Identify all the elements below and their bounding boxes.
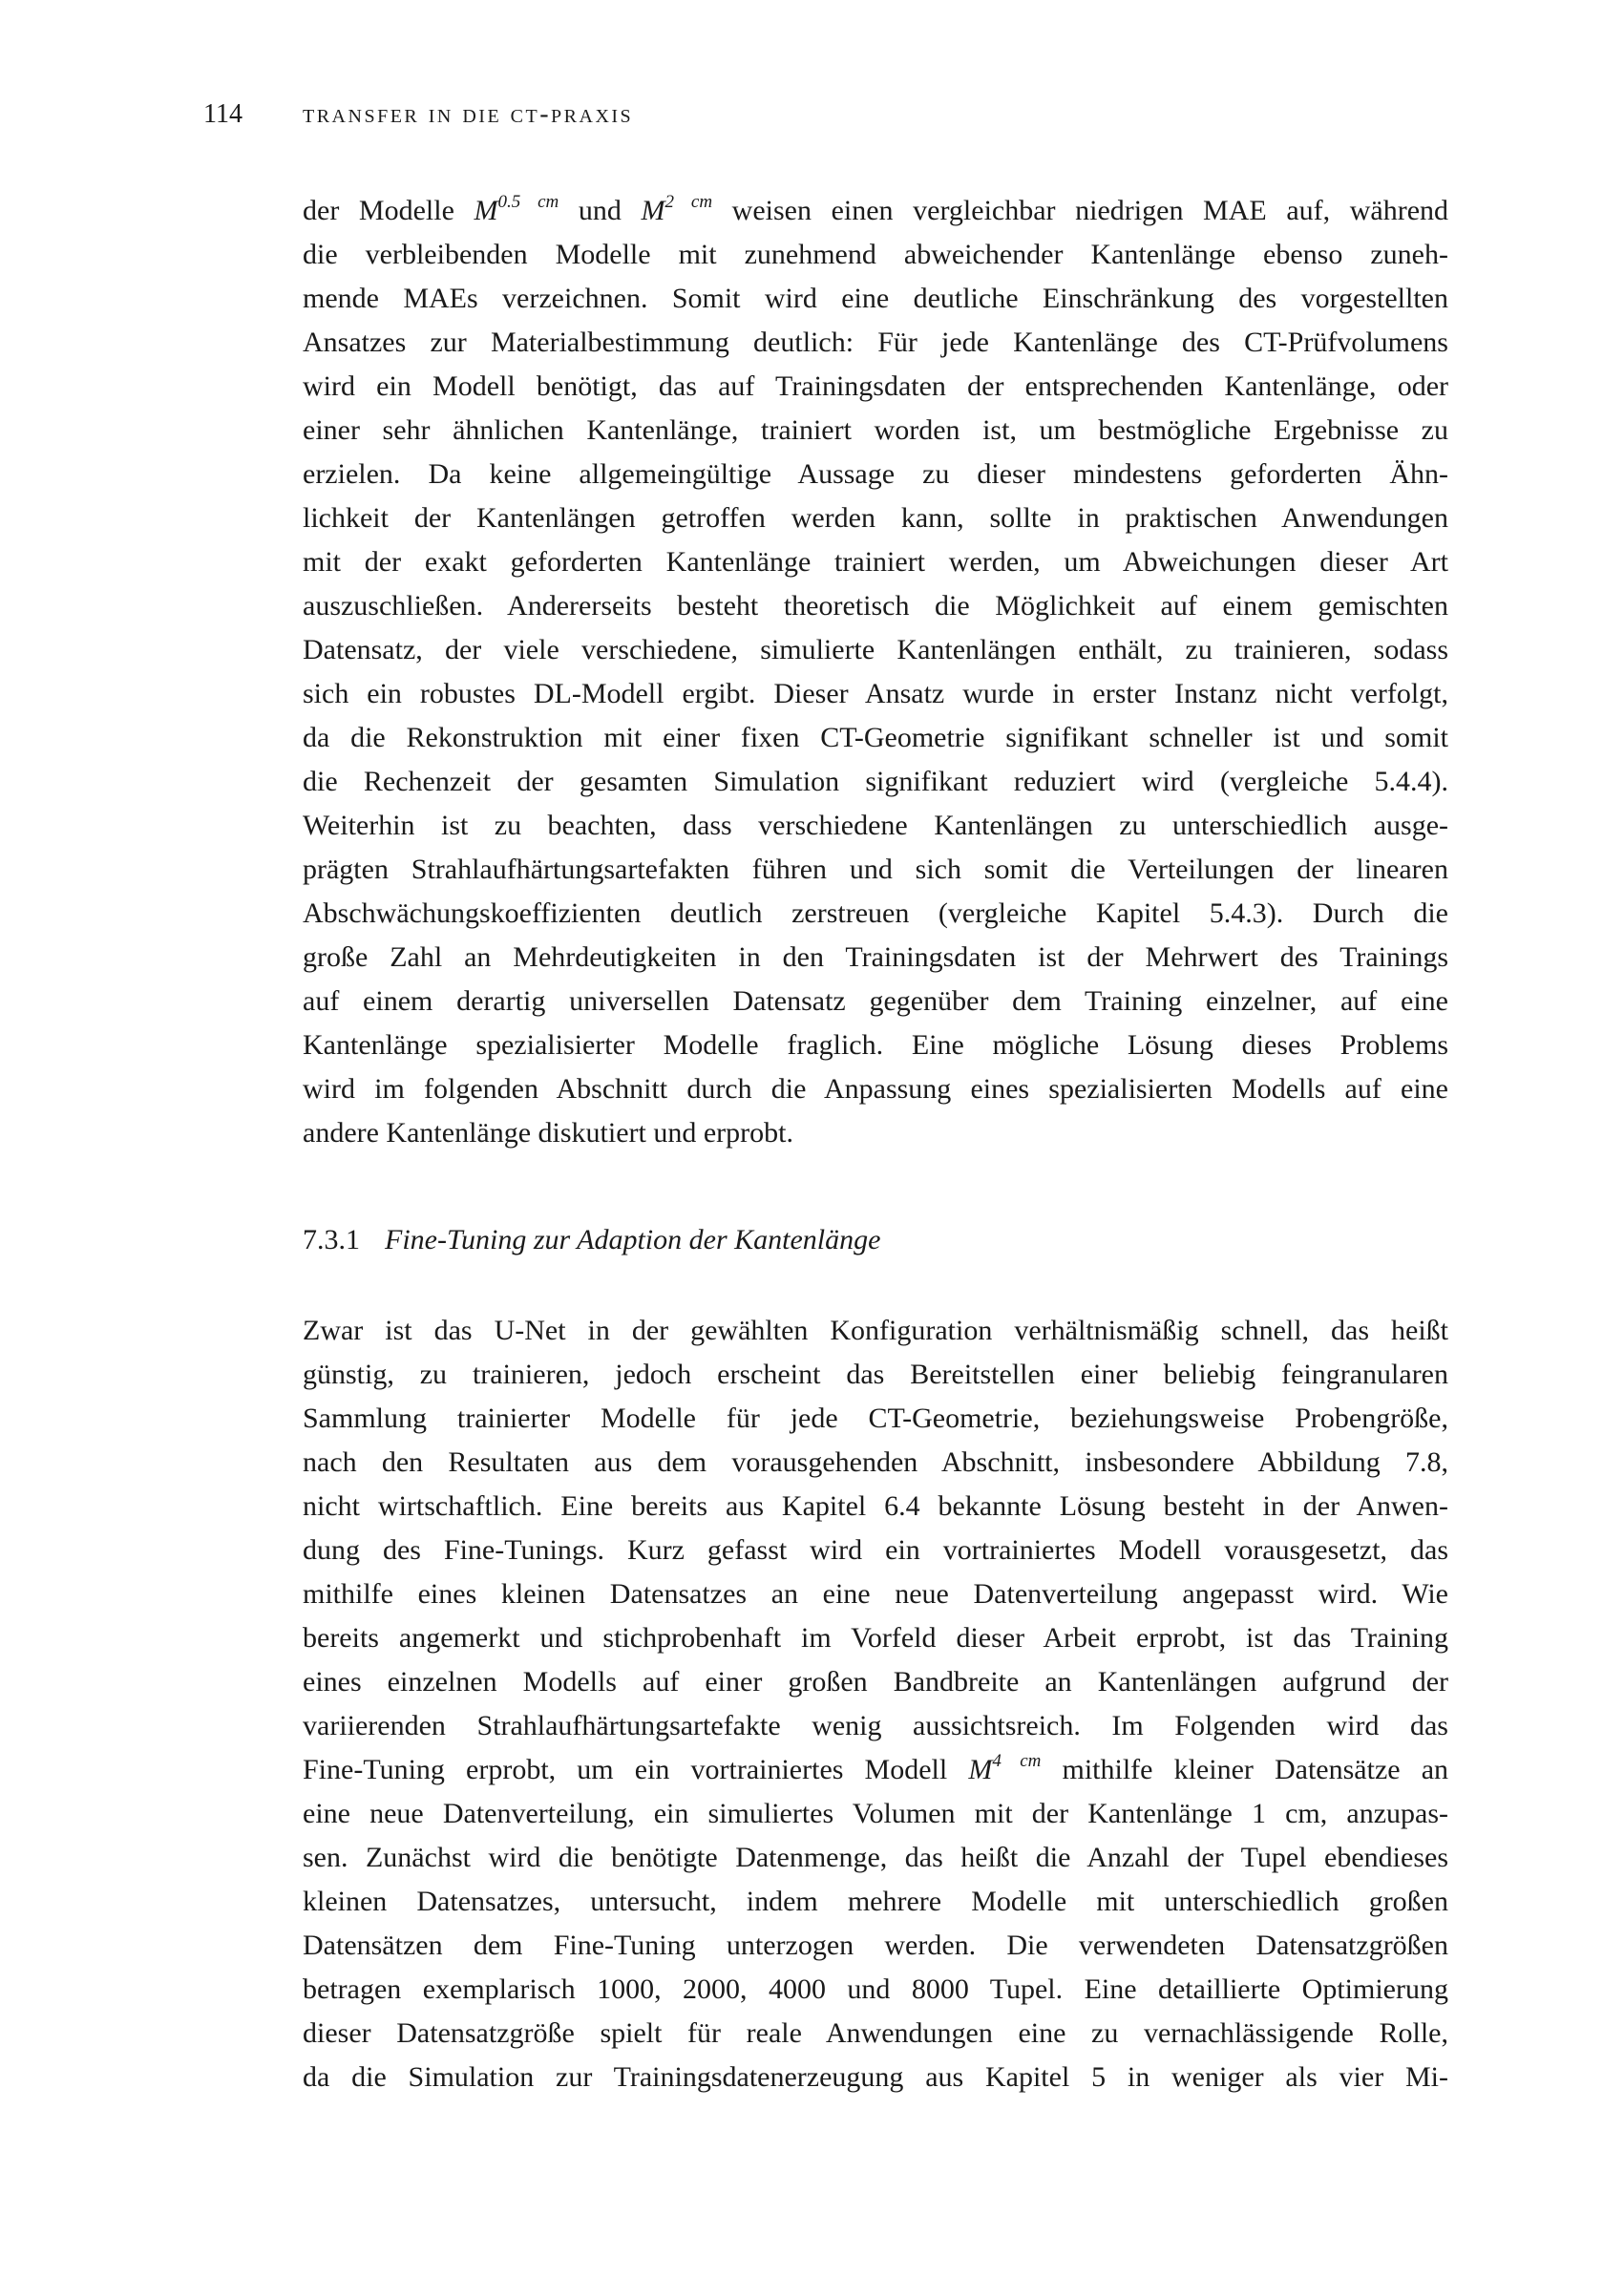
text-line: erzielen. Da keine allgemeingültige Aussage zu dieser mindestens geforderten Ähn- <box>303 458 1448 490</box>
text-line: Abschwächungskoeffizienten deutlich zerstreuen (vergleiche Kapitel 5.4.3). Durch die <box>303 897 1448 929</box>
text-line: prägten Strahlaufhärtungsartefakten führen und sich somit die Verteilungen der linearen <box>303 854 1448 885</box>
text-line: betragen exemplarisch 1000, 2000, 4000 und 8000 Tupel. Eine detaillierte Optimierung <box>303 1973 1448 2005</box>
text-line: wird im folgenden Abschnitt durch die Anpassung eines spezialisierten Modells auf eine <box>303 1073 1448 1105</box>
math-superscript: 0.5 cm <box>497 192 559 212</box>
math-symbol <box>474 192 559 226</box>
text-line: Zwar ist das U-Net in der gewählten Konfiguration verhältnismäßig schnell, das heißt <box>303 1315 1448 1346</box>
text-line: dieser Datensatzgröße spielt für reale Anwendungen eine zu vernachlässigende Rolle, <box>303 2017 1448 2049</box>
text-line: große Zahl an Mehrdeutigkeiten in den Trainingsdaten ist der Mehrwert des Trainings <box>303 941 1448 973</box>
paragraph-2 <box>303 1309 1448 2099</box>
text-line: mende MAEs verzeichnen. Somit wird eine deutliche Einschränkung des vorgestellten <box>303 283 1448 314</box>
text-line: die Rechenzeit der gesamten Simulation signifikant reduziert wird (vergleiche 5.4.4). <box>303 766 1448 797</box>
text-line: Ansatzes zur Materialbestimmung deutlich: Für jede Kantenlänge des CT-Prüfvolumens <box>303 327 1448 358</box>
text-line: mithilfe eines kleinen Datensatzes an eine neue Datenverteilung angepasst wird. Wie <box>303 1578 1448 1610</box>
math-symbol-letter: M <box>474 195 498 226</box>
section-title: Fine-Tuning zur Adaption der Kantenlänge <box>385 1224 881 1255</box>
text-line: Weiterhin ist zu beachten, dass verschiedene Kantenlängen zu unterschiedlich ausge- <box>303 810 1448 841</box>
text-line: die verbleibenden Modelle mit zunehmend abweichender Kantenlänge ebenso zuneh- <box>303 239 1448 270</box>
section-number: 7.3.1 <box>303 1224 360 1255</box>
text-line: lichkeit der Kantenlängen getroffen werden kann, sollte in praktischen Anwendungen <box>303 502 1448 534</box>
text-line: auf einem derartig universellen Datensatz gegenüber dem Training einzelner, auf eine <box>303 985 1448 1017</box>
text-line: eines einzelnen Modells auf einer großen Bandbreite an Kantenlängen aufgrund der <box>303 1666 1448 1698</box>
text-line <box>303 1748 1448 1792</box>
text-line: einer sehr ähnlichen Kantenlänge, trainiert worden ist, um bestmögliche Ergebnisse zu <box>303 414 1448 446</box>
text-line: da die Simulation zur Trainingsdatenerzeugung aus Kapitel 5 in weniger als vier Mi- <box>303 2061 1448 2093</box>
text-segment: Fine-Tuning erprobt, um ein vortrainiertes Modell <box>303 1754 969 1785</box>
text-line: Datensätzen dem Fine-Tuning unterzogen werden. Die verwendeten Datensatzgrößen <box>303 1930 1448 1961</box>
text-segment: der Modelle <box>303 195 475 226</box>
text-line: Datensatz, der viele verschiedene, simulierte Kantenlängen enthält, zu trainieren, sodass <box>303 634 1448 665</box>
text-line: sich ein robustes DL-Modell ergibt. Dieser Ansatz wurde in erster Instanz nicht verfolgt, <box>303 678 1448 709</box>
section-heading <box>303 1218 880 1262</box>
text-line: dung des Fine-Tunings. Kurz gefasst wird ein vortrainiertes Modell vorausgesetzt, das <box>303 1534 1448 1566</box>
text-line: kleinen Datensatzes, untersucht, indem mehrere Modelle mit unterschiedlich großen <box>303 1886 1448 1917</box>
text-line: sen. Zunächst wird die benötigte Datenmenge, das heißt die Anzahl der Tupel ebendieses <box>303 1842 1448 1873</box>
text-line: Sammlung trainierter Modelle für jede CT-Geometrie, beziehungsweise Probengröße, <box>303 1403 1448 1434</box>
text-line: da die Rekonstruktion mit einer fixen CT-Geometrie signifikant schneller ist und somit <box>303 722 1448 753</box>
math-symbol-letter: M <box>641 195 665 226</box>
math-symbol <box>641 192 713 226</box>
page-number: 114 <box>203 99 243 129</box>
text-line: nicht wirtschaftlich. Eine bereits aus Kapitel 6.4 bekannte Lösung besteht in der Anwen- <box>303 1490 1448 1522</box>
text-segment: weisen einen vergleichbar niedrigen MAE auf, während <box>712 195 1449 226</box>
text-segment: mithilfe kleiner Datensätze an <box>1041 1754 1449 1785</box>
text-line: bereits angemerkt und stichprobenhaft im Vorfeld dieser Arbeit erprobt, ist das Training <box>303 1622 1448 1654</box>
math-superscript: 2 cm <box>664 192 713 212</box>
math-superscript: 4 cm <box>992 1751 1042 1771</box>
text-segment: und <box>559 195 642 226</box>
text-line: mit der exakt geforderten Kantenlänge trainiert werden, um Abweichungen dieser Art <box>303 546 1448 578</box>
text-line: wird ein Modell benötigt, das auf Trainingsdaten der entsprechenden Kantenlänge, oder <box>303 370 1448 402</box>
paragraph-1 <box>303 189 1448 1155</box>
text-line: variierenden Strahlaufhärtungsartefakte wenig aussichtsreich. Im Folgenden wird das <box>303 1710 1448 1741</box>
text-line: günstig, zu trainieren, jedoch erscheint das Bereitstellen einer beliebig feingranularen <box>303 1359 1448 1390</box>
math-symbol <box>968 1751 1042 1785</box>
running-header <box>203 95 633 134</box>
text-line: andere Kantenlänge diskutiert und erprobt. <box>303 1117 793 1149</box>
text-line: eine neue Datenverteilung, ein simuliertes Volumen mit der Kantenlänge 1 cm, anzupas- <box>303 1798 1448 1829</box>
text-line: auszuschließen. Andererseits besteht theoretisch die Möglichkeit auf einem gemischten <box>303 590 1448 622</box>
text-line: nach den Resultaten aus dem vorausgehenden Abschnitt, insbesondere Abbildung 7.8, <box>303 1446 1448 1478</box>
running-title: transfer in die ct-praxis <box>303 99 634 129</box>
text-line: Kantenlänge spezialisierter Modelle fraglich. Eine mögliche Lösung dieses Problems <box>303 1029 1448 1061</box>
text-line <box>303 189 1448 233</box>
math-symbol-letter: M <box>968 1754 993 1785</box>
